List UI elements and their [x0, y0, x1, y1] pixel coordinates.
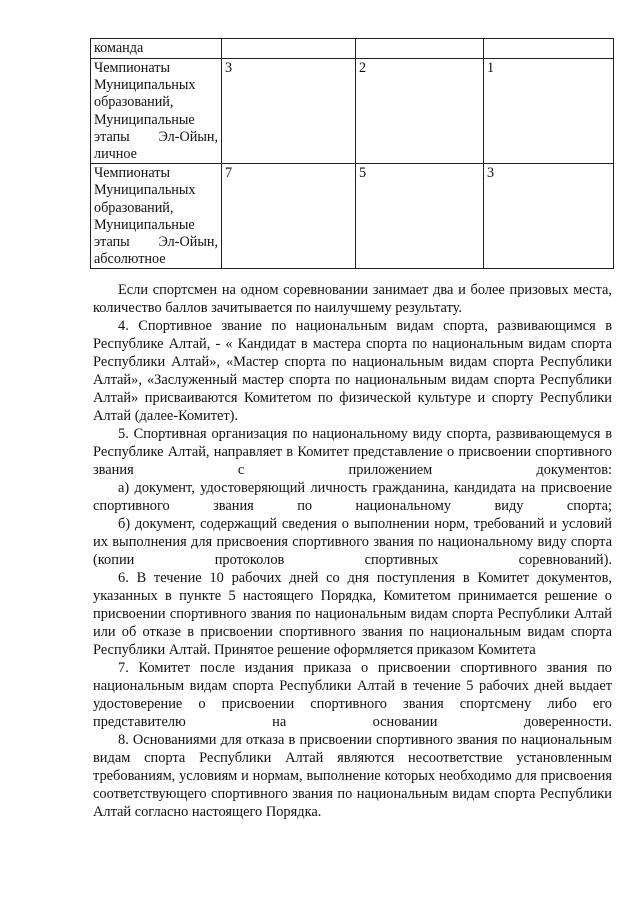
table-cell-first-place [222, 39, 356, 59]
table-cell-second-place: 2 [356, 59, 484, 164]
paragraph-4: 4. Спортивное звание по национальным видам спорта, развивающимся в Республике Алтай, - « Кандидат в мастера спорта по национальным видам спорта Республики Алтай», «Мастер спорта по национальным видам спорта Республики Алтай», «Заслуженный мастер спорта по национальным видам спорта Республики Алтай» присваиваются Комитетом по физической культуре и спорту Республики Алтай (далее-Комитет). [93, 318, 612, 424]
paragraph-8: 8. Основаниями для отказа в присвоении спортивного звания по национальным видам спорта Республики Алтай являются несоответствие установленным требованиям, условиям и нормам, выполнение которых необходимо для присвоения соответствующего спортивного звания по национальным видам спорта Республики Алтай согласно настоящего Порядка. [93, 732, 612, 820]
table-cell-category: команда [91, 39, 222, 59]
document-body [93, 281, 612, 821]
table-cell-second-place [356, 39, 484, 59]
points-table [90, 38, 614, 269]
table-cell-category: Чемпионаты Муниципальных образований, Муниципальные этапы Эл-Ойын, абсолютное [91, 164, 222, 269]
paragraph-5a: а) документ, удостоверяющий личность гражданина, кандидата на присвоение спортивного звания по национальному виду спорта; [93, 480, 612, 514]
table-cell-category: Чемпионаты Муниципальных образований, Муниципальные этапы Эл-Ойын, личное [91, 59, 222, 164]
paragraph-7: 7. Комитет после издания приказа о присвоении спортивного звания по национальным видам спорта Республики Алтай в течение 5 рабочих дней выдает удостоверение о присвоении спортивного звания спортсмену либо его представителю на основании доверенности. [93, 660, 612, 730]
paragraph-6: 6. В течение 10 рабочих дней со дня поступления в Комитет документов, указанных в пункте 5 настоящего Порядка, Комитетом принимается решение о присвоении спортивного звания по национальным видам спорта Республики Алтай или об отказе в присвоении спортивного звания по национальным видам спорта Республики Алтай. Принятое решение оформляется приказом Комитета [93, 570, 612, 658]
table-cell-third-place: 3 [484, 164, 614, 269]
table-cell-first-place: 7 [222, 164, 356, 269]
table-row [91, 59, 614, 164]
paragraph-5b: б) документ, содержащий сведения о выполнении норм, требований и условий их выполнения для присвоения спортивного звания по национальному виду спорта (копии протоколов спортивных соревнований). [93, 516, 612, 568]
table-cell-first-place: 3 [222, 59, 356, 164]
table-row [91, 39, 614, 59]
table-cell-third-place [484, 39, 614, 59]
table-cell-third-place: 1 [484, 59, 614, 164]
paragraph-5: 5. Спортивная организация по национальному виду спорта, развивающемуся в Республике Алтай, направляет в Комитет представление о присвоении спортивного звания с приложением документов: [93, 426, 612, 478]
table-cell-second-place: 5 [356, 164, 484, 269]
table-row [91, 164, 614, 269]
paragraph-intro: Если спортсмен на одном соревновании занимает два и более призовых места, количество баллов зачитывается по наилучшему результату. [93, 282, 612, 316]
